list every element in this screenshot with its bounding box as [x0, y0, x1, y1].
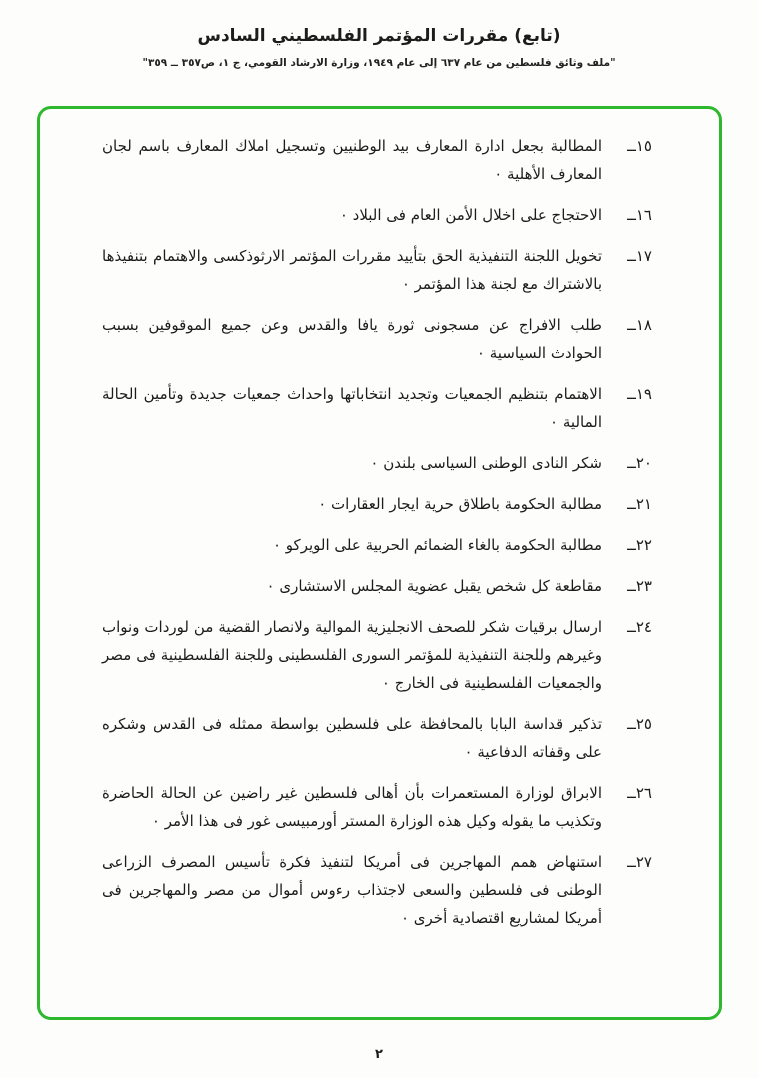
list-item — [102, 613, 652, 697]
list-item — [102, 848, 652, 932]
item-number: ٢٢ــ — [627, 536, 652, 554]
item-text: المطالبة بجعل ادارة المعارف بيد الوطنيين وتسجيل املاك المعارف باسم لجان المعارف الأهلية ٠ — [102, 137, 602, 183]
item-number: ٢٦ــ — [627, 784, 652, 802]
document-source-line: "ملف وثائق فلسطين من عام ٦٣٧ إلى عام ١٩٤٩، وزارة الارشاد القومي، ج ١، ص٣٥٧ ــ ٣٥٩" — [142, 57, 616, 69]
list-item — [102, 572, 652, 600]
item-number: ١٦ــ — [627, 206, 652, 224]
item-number: ١٧ــ — [627, 247, 652, 265]
list-item — [102, 242, 652, 298]
list-item — [102, 132, 652, 188]
item-text: مطالبة الحكومة باطلاق حرية ايجار العقارات ٠ — [318, 495, 602, 513]
page-header — [0, 0, 758, 69]
list-item — [102, 710, 652, 766]
item-text: ارسال برقيات شكر للصحف الانجليزية الموالية ولانصار القضية من لوردات ونواب وغيرهم وللجنة التنفيذية للمؤتمر السورى الفلسطينى وللجنة الفلسطينية فى مصر والجمعيات الفلسطينية فى الخارج ٠ — [102, 618, 602, 692]
item-text: مطالبة الحكومة بالغاء الضمائم الحربية على الويركو ٠ — [272, 536, 602, 554]
item-number: ٢٠ــ — [627, 454, 652, 472]
item-number: ٢٥ــ — [627, 715, 652, 733]
item-text: شكر النادى الوطنى السياسى بلندن ٠ — [370, 454, 602, 472]
list-item — [102, 201, 652, 229]
list-item — [102, 779, 652, 835]
item-text: الاحتجاج على اخلال الأمن العام فى البلاد ٠ — [339, 206, 602, 224]
list-item — [102, 531, 652, 559]
item-number: ١٨ــ — [627, 316, 652, 334]
item-text: طلب الافراج عن مسجونى ثورة يافا والقدس وعن جميع الموقوفين بسبب الحوادث السياسية ٠ — [102, 316, 602, 362]
list-item — [102, 490, 652, 518]
item-text: الابراق لوزارة المستعمرات بأن أهالى فلسطين غير راضين عن الحالة الحاضرة وتكذيب ما يقوله وكيل هذه الوزارة المستر أورمبيسى غور فى هذا الأمر ٠ — [102, 784, 602, 830]
item-number: ٢٤ــ — [627, 618, 652, 636]
list-item — [102, 311, 652, 367]
item-text: مقاطعة كل شخص يقبل عضوية المجلس الاستشارى ٠ — [266, 577, 602, 595]
item-text: تذكير قداسة البابا بالمحافظة على فلسطين بواسطة ممثله فى القدس وشكره على وقفاته الدفاعية ٠ — [102, 715, 602, 761]
document-title: (تابع) مقررات المؤتمر الفلسطيني السادس — [197, 26, 561, 46]
list-item — [102, 380, 652, 436]
item-number: ٢١ــ — [627, 495, 652, 513]
item-text: استنهاض همم المهاجرين فى أمريكا لتنفيذ فكرة تأسيس المصرف الزراعى الوطنى فى فلسطين والسعى لاجتذاب رءوس أموال من مصر والمهاجرين فى أمريكا لمشاريع اقتصادية أخرى ٠ — [102, 853, 602, 927]
list-item — [102, 449, 652, 477]
resolution-list — [102, 132, 652, 945]
page-number: ٢ — [375, 1047, 383, 1062]
item-number: ١٥ــ — [627, 137, 652, 155]
item-number: ٢٣ــ — [627, 577, 652, 595]
item-text: تخويل اللجنة التنفيذية الحق بتأييد مقررات المؤتمر الارثوذكسى والاهتمام بتنفيذها بالاشتراك مع لجنة هذا المؤتمر ٠ — [102, 247, 602, 293]
item-number: ٢٧ــ — [627, 853, 652, 871]
item-number: ١٩ــ — [627, 385, 652, 403]
item-text: الاهتمام بتنظيم الجمعيات وتجديد انتخاباتها واحداث جمعيات جديدة وتأمين الحالة المالية ٠ — [102, 385, 602, 431]
